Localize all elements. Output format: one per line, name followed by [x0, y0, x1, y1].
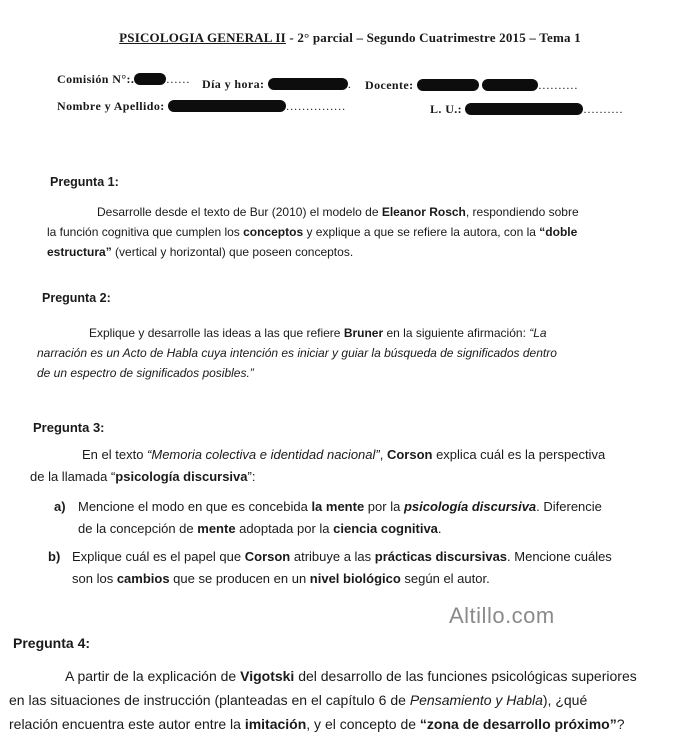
text-run: Pensamiento y Habla [409, 692, 543, 708]
docente-dots: .......... [538, 78, 579, 92]
exam-subtitle: - 2° parcial – Segundo Cuatrimestre 2015 – Tema 1 [285, 30, 581, 45]
question-3-item-b [48, 546, 678, 590]
question-3-heading: Pregunta 3: [33, 420, 105, 435]
dia-hora-field [202, 77, 352, 92]
question-2-text [37, 323, 657, 383]
text-run: “doble [539, 225, 578, 239]
text-run: ? [616, 716, 625, 732]
text-run: la función cognitiva que cumplen los [47, 225, 244, 239]
text-run: y explique a que se refiere la autora, con la [303, 225, 540, 239]
text-run: En el texto [82, 447, 148, 462]
lu-field [430, 102, 623, 117]
redaction-mark [482, 79, 538, 91]
text-run: la mente [311, 499, 365, 514]
text-run: ciencia cognitiva [333, 521, 438, 536]
text-run: relación encuentra este autor entre la [9, 716, 245, 732]
text-run: A partir de la explicación de [65, 668, 241, 684]
text-run: en las situaciones de instrucción (planteadas en el capítulo 6 de [9, 692, 410, 708]
comision-field [57, 72, 190, 87]
docente-field [365, 78, 578, 93]
text-run: Desarrolle desde el texto de Bur (2010) el modelo de [97, 205, 382, 219]
text-run: Mencione el modo en que es concebida [78, 499, 312, 514]
text-run: , [379, 447, 387, 462]
text-run: atribuye a las [290, 549, 375, 564]
text-run: mente [197, 521, 236, 536]
redaction-mark [134, 73, 166, 85]
nombre-field [57, 99, 346, 114]
nombre-dots: ............... [286, 99, 347, 113]
text-run: “La [529, 326, 547, 340]
text-run: (vertical y horizontal) que poseen conceptos. [111, 245, 354, 259]
item-label: a) [54, 499, 66, 514]
text-run: en la siguiente afirmación: [383, 326, 530, 340]
text-run: prácticas discursivas [374, 549, 508, 564]
dia-hora-dots: . [347, 77, 352, 91]
exam-title [0, 30, 700, 46]
course-name: PSICOLOGIA GENERAL II [119, 30, 286, 45]
redaction-mark [268, 78, 348, 90]
question-3-text [30, 444, 670, 488]
text-run: Corson [244, 549, 291, 564]
text-run: psicología discursiva [115, 469, 248, 484]
text-run: . [437, 521, 442, 536]
text-run: según el autor. [400, 571, 490, 586]
text-run: “zona de desarrollo próximo” [419, 716, 617, 732]
text-run: Vigotski [240, 668, 295, 684]
text-run: estructura” [47, 245, 112, 259]
text-run: . Diferencie [536, 499, 602, 514]
comision-label: Comisión N°:. [57, 72, 135, 86]
text-run: son los [72, 571, 117, 586]
item-label: b) [48, 549, 61, 564]
question-4-text [9, 664, 699, 736]
text-run: , respondiendo sobre [465, 205, 579, 219]
text-run: de la llamada “ [30, 469, 116, 484]
text-run: del desarrollo de las funciones psicológicas superiores [294, 668, 637, 684]
text-run: adoptada por la [235, 521, 334, 536]
text-run: psicología discursiva [403, 499, 537, 514]
text-run: narración es un Acto de Habla cuya intención es iniciar y guiar la búsqueda de significados dentro [37, 346, 557, 360]
text-run: por la [364, 499, 404, 514]
text-run: de un espectro de significados posibles.” [37, 366, 254, 380]
text-run: Bruner [343, 326, 384, 340]
text-run: ”: [247, 469, 256, 484]
redaction-mark [168, 100, 286, 112]
dia-hora-label: Día y hora: [202, 77, 265, 91]
text-run: imitación [244, 716, 307, 732]
question-2-heading: Pregunta 2: [42, 291, 111, 305]
nombre-label: Nombre y Apellido: [57, 99, 165, 113]
text-run: ), ¿qué [542, 692, 588, 708]
text-run: , y el concepto de [306, 716, 420, 732]
text-run: cambios [116, 571, 170, 586]
comision-dots: ...... [166, 72, 191, 86]
watermark: Altillo.com [449, 603, 555, 628]
text-run: que se producen en un [169, 571, 310, 586]
question-3-item-a [54, 496, 674, 540]
text-run: “Memoria colectiva e identidad nacional” [147, 447, 380, 462]
question-4-heading: Pregunta 4: [13, 635, 91, 651]
lu-dots: .......... [583, 102, 624, 116]
docente-label: Docente: [365, 78, 414, 92]
question-1-heading: Pregunta 1: [50, 175, 119, 189]
text-run: . Mencione cuáles [507, 549, 612, 564]
text-run: Explique y desarrolle las ideas a las que refiere [89, 326, 344, 340]
text-run: Explique cuál es el papel que [72, 549, 245, 564]
redaction-mark [465, 103, 583, 115]
text-run: Corson [386, 447, 433, 462]
redaction-mark [417, 79, 479, 91]
question-1-text [47, 202, 647, 262]
text-run: Eleanor Rosch [381, 205, 466, 219]
text-run: explica cuál es la perspectiva [432, 447, 606, 462]
text-run: nivel biológico [309, 571, 401, 586]
text-run: conceptos [243, 225, 304, 239]
lu-label: L. U.: [430, 102, 463, 116]
text-run: de la concepción de [78, 521, 198, 536]
